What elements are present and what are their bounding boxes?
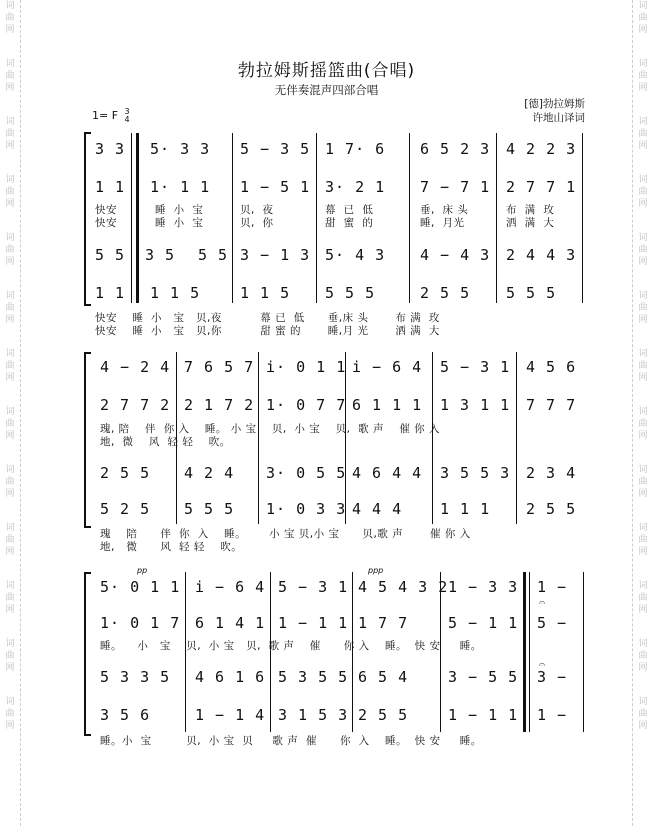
measure: 4 − 4 3 bbox=[420, 246, 491, 264]
measure: 5 5 5 bbox=[184, 500, 235, 518]
dynamic-marking: ppp bbox=[368, 566, 384, 575]
measure: 2 7 7 1 bbox=[506, 178, 577, 196]
measure: 3 − 1 3 bbox=[240, 246, 311, 264]
measure: 4 6 1 6 bbox=[195, 668, 266, 686]
measure: 2 5 5 bbox=[526, 500, 577, 518]
dynamic-marking: pp bbox=[137, 566, 148, 575]
lyric-line: 睡, 月光 bbox=[420, 217, 465, 229]
composer: [德]勃拉姆斯 bbox=[524, 98, 585, 110]
time-bottom: 4 bbox=[124, 115, 130, 124]
measure: 3 5 bbox=[145, 246, 176, 264]
watermark-text: 词曲网 bbox=[638, 407, 648, 441]
measure: 1 7 7 bbox=[358, 614, 409, 632]
measure: i − 6 4 bbox=[352, 358, 423, 376]
measure: 4 − 2 4 bbox=[100, 358, 171, 376]
watermark-text: 词曲网 bbox=[5, 291, 15, 325]
measure: 1 − 3 3 bbox=[448, 578, 519, 596]
lyric-line: 贝, 夜 bbox=[240, 204, 274, 216]
pickup-notes: 1 1 bbox=[95, 284, 126, 302]
measure: 5 − 3 5 bbox=[240, 140, 311, 158]
measure: 1 7· 6 bbox=[325, 140, 386, 158]
measure: 7 − 7 1 bbox=[420, 178, 491, 196]
pickup-notes: 5 5 bbox=[95, 246, 126, 264]
measure: 1 1 1 bbox=[440, 500, 491, 518]
measure: 1 − 1 4 bbox=[195, 706, 266, 724]
measure: 5 − 1 1 bbox=[448, 614, 519, 632]
watermark-text: 词曲网 bbox=[638, 697, 648, 731]
watermark-text: 词曲网 bbox=[638, 639, 648, 673]
measure: 5 2 5 bbox=[100, 500, 151, 518]
measure: 5 − bbox=[537, 614, 568, 632]
repeat-barline bbox=[523, 572, 526, 732]
measure: 5 5 bbox=[198, 246, 229, 264]
watermark-text: 词曲网 bbox=[5, 581, 15, 615]
pickup-notes: 3 3 bbox=[95, 140, 126, 158]
measure: 3 1 5 3 bbox=[278, 706, 349, 724]
watermark-text: 词曲网 bbox=[5, 233, 15, 267]
watermark-text: 词曲网 bbox=[5, 175, 15, 209]
measure: 1 − bbox=[537, 706, 568, 724]
measure: 3· 2 1 bbox=[325, 178, 386, 196]
lyricist: 许地山译词 bbox=[532, 112, 585, 124]
watermark-text: 词曲网 bbox=[638, 349, 648, 383]
measure: 4 6 4 4 bbox=[352, 464, 423, 482]
measure: 4 2 2 3 bbox=[506, 140, 577, 158]
measure: 2 5 5 bbox=[420, 284, 471, 302]
measure: 5 − 3 1 bbox=[440, 358, 511, 376]
watermark-text: 词曲网 bbox=[638, 581, 648, 615]
fermata-icon: 𝄐 bbox=[539, 596, 546, 609]
watermark-text: 词曲网 bbox=[638, 465, 648, 499]
measure: 1· 0 3 3 bbox=[266, 500, 347, 518]
lyric-line: 甜 蜜 的 bbox=[325, 217, 374, 229]
watermark-text: 词曲网 bbox=[5, 349, 15, 383]
watermark-text: 词曲网 bbox=[5, 639, 15, 673]
watermark-text: 词曲网 bbox=[5, 697, 15, 731]
barline bbox=[529, 572, 530, 732]
measure: 1 − 5 1 bbox=[240, 178, 311, 196]
lyric-line: 洒 满 大 bbox=[506, 217, 555, 229]
watermark-text: 词曲网 bbox=[5, 523, 15, 557]
measure: 2 1 7 2 bbox=[184, 396, 255, 414]
lyric-line: 地, 微 风 轻 轻 吹。 bbox=[100, 436, 231, 448]
lyric-line: 贝, 你 bbox=[240, 217, 274, 229]
measure: 6 5 4 bbox=[358, 668, 409, 686]
measure: 2 5 5 bbox=[100, 464, 151, 482]
measure: 3 − bbox=[537, 668, 568, 686]
lyric-line: 瑰, 陪 伴 你 入 睡。 小 宝 贝, 小 宝 贝, 歌 声 催 你 入 bbox=[100, 423, 440, 435]
measure: 1 − bbox=[537, 578, 568, 596]
watermark-text: 词曲网 bbox=[5, 59, 15, 93]
measure: 5· 0 1 1 bbox=[100, 578, 181, 596]
lyric-line: 快安 bbox=[95, 217, 117, 229]
measure: 3 5 5 3 bbox=[440, 464, 511, 482]
measure: 1 − 1 1 bbox=[278, 614, 349, 632]
lyric-line: 睡 小 宝 bbox=[155, 217, 204, 229]
measure: 4 2 4 bbox=[184, 464, 235, 482]
measure: i − 6 4 bbox=[195, 578, 266, 596]
lyric-line: 睡 小 宝 bbox=[155, 204, 204, 216]
watermark-text: 词曲网 bbox=[638, 59, 648, 93]
time-top: 3 bbox=[124, 107, 130, 116]
lyric-line: 布 满 玫 bbox=[506, 204, 555, 216]
lyric-line: 瑰 陪 伴 你 入 睡。 小 宝 贝,小 宝 贝,歌 声 催 你 入 bbox=[100, 528, 471, 540]
lyric-line: 快安 bbox=[95, 204, 117, 216]
measure: 1 3 1 1 bbox=[440, 396, 511, 414]
watermark-text: 词曲网 bbox=[5, 117, 15, 151]
measure: 3 − 5 5 bbox=[448, 668, 519, 686]
measure: 7 7 7 bbox=[526, 396, 577, 414]
measure: 5 3 5 5 bbox=[278, 668, 349, 686]
measure: 5 − 3 1 bbox=[278, 578, 349, 596]
measure: 5· 4 3 bbox=[325, 246, 386, 264]
watermark-text: 词曲网 bbox=[638, 523, 648, 557]
watermark-text: 词曲网 bbox=[638, 291, 648, 325]
lyric-line: 快安 睡 小 宝 贝,夜 幕 已 低 垂,床 头 布 满 玫 bbox=[95, 312, 440, 324]
measure: 1· 0 1 7 bbox=[100, 614, 181, 632]
lyric-line: 睡。 小 宝 贝, 小 宝 贝, 歌 声 催 你 入 睡。 快 安 睡。 bbox=[100, 640, 482, 652]
lyric-line: 垂, 床 头 bbox=[420, 204, 469, 216]
page-subtitle: 无伴奏混声四部合唱 bbox=[274, 83, 379, 97]
watermark-text: 词曲网 bbox=[638, 175, 648, 209]
measure: 5 5 5 bbox=[325, 284, 376, 302]
lyric-line: 快安 睡 小 宝 贝,你 甜 蜜 的 睡,月 光 洒 满 大 bbox=[95, 325, 440, 337]
watermark-text: 词曲网 bbox=[638, 117, 648, 151]
measure: i· 0 1 1 bbox=[266, 358, 347, 376]
measure: 4 4 4 bbox=[352, 500, 403, 518]
lyric-line: 睡。小 宝 贝, 小 宝 贝 歌 声 催 你 入 睡。 快 安 睡。 bbox=[100, 735, 482, 747]
measure: 1 − 1 1 bbox=[448, 706, 519, 724]
fermata-icon: 𝄐 bbox=[539, 658, 546, 671]
measure: 2 3 4 bbox=[526, 464, 577, 482]
pickup-notes: 1 1 bbox=[95, 178, 126, 196]
measure: 6 1 4 1 bbox=[195, 614, 266, 632]
measure: 1 1 5 bbox=[240, 284, 291, 302]
lyric-line: 地, 微 风 轻 轻 吹。 bbox=[100, 541, 243, 553]
watermark-text: 词曲网 bbox=[5, 407, 15, 441]
measure: 5 5 5 bbox=[506, 284, 557, 302]
final-barline bbox=[583, 572, 584, 732]
measure: 6 5 2 3 bbox=[420, 140, 491, 158]
watermark-text: 词曲网 bbox=[638, 1, 648, 35]
page-title: 勃拉姆斯摇篮曲(合唱) bbox=[237, 61, 416, 81]
lyric-line: 幕 已 低 bbox=[325, 204, 374, 216]
measure: 2 5 5 bbox=[358, 706, 409, 724]
measure: 4 5 4 3 2 bbox=[358, 578, 449, 596]
measure: 1 1 5 bbox=[150, 284, 201, 302]
measure: 3 5 6 bbox=[100, 706, 151, 724]
measure: 5· 3 3 bbox=[150, 140, 211, 158]
measure: 6 1 1 1 bbox=[352, 396, 423, 414]
watermark-text: 词曲网 bbox=[5, 1, 15, 35]
watermark-text: 词曲网 bbox=[638, 233, 648, 267]
key-label: 1= F bbox=[92, 109, 119, 122]
measure: 1· 0 7 7 bbox=[266, 396, 347, 414]
measure: 2 7 7 2 bbox=[100, 396, 171, 414]
watermark-text: 词曲网 bbox=[5, 465, 15, 499]
measure: 1· 1 1 bbox=[150, 178, 211, 196]
measure: 2 4 4 3 bbox=[506, 246, 577, 264]
measure: 3· 0 5 5 bbox=[266, 464, 347, 482]
system-bracket bbox=[84, 572, 91, 736]
measure: 5 3 3 5 bbox=[100, 668, 171, 686]
measure: 4 5 6 bbox=[526, 358, 577, 376]
measure: 7 6 5 7 bbox=[184, 358, 255, 376]
